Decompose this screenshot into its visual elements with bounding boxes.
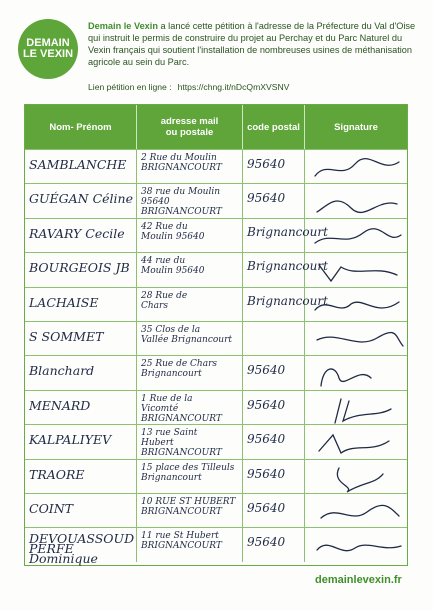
- cell-address: [137, 253, 243, 286]
- header-postal-code: code postal: [243, 105, 305, 149]
- intro-brand: Demain le Vexin: [88, 21, 158, 31]
- table-row: [25, 218, 407, 252]
- handwritten-signature: [311, 395, 405, 423]
- petition-link-line: [88, 82, 295, 92]
- cell-postal-code: [243, 460, 305, 493]
- signer-name: BOURGEOIS JB: [29, 260, 130, 276]
- cell-postal-code: [243, 253, 328, 286]
- cell-name: [25, 253, 137, 286]
- handwritten-signature: [311, 292, 405, 320]
- table-row: [25, 252, 407, 286]
- cell-address: [137, 460, 243, 493]
- table-row: [25, 149, 407, 183]
- cell-address: [137, 150, 243, 183]
- signer-postal-code: 95640: [247, 466, 286, 481]
- cell-name: [25, 528, 137, 567]
- cell-signature: [305, 391, 407, 424]
- table-row: [25, 390, 407, 424]
- cell-postal-code: [243, 391, 305, 424]
- cell-signature: [305, 184, 407, 217]
- signer-address: 25 Rue de Chars Brignancourt: [141, 359, 217, 380]
- cell-name: [25, 356, 137, 389]
- signer-address: 28 Rue de Chars: [141, 290, 188, 311]
- petition-intro: [88, 20, 418, 68]
- signer-name: TRAORE: [29, 466, 85, 482]
- demain-le-vexin-logo: [18, 19, 78, 79]
- signer-name: SAMBLANCHE: [29, 157, 127, 172]
- table-row: [25, 527, 407, 567]
- signer-postal-code: 95640: [247, 500, 286, 515]
- signer-postal-code: 95640: [247, 157, 286, 171]
- cell-postal-code: [243, 150, 305, 183]
- signer-name: Blanchard: [29, 363, 95, 379]
- signer-address: 2 Rue du Moulin BRIGNANCOURT: [141, 153, 222, 173]
- cell-name: [25, 322, 137, 355]
- footer-website[interactable]: demainlevexin.fr: [315, 574, 402, 586]
- cell-postal-code: [243, 494, 305, 527]
- intro-text: a lancé cette pétition à l'adresse de la Préfecture du Val d'Oise qui instruit le permis de construire du projet au Perchay et du Parc Naturel du Vexin français qui soutient l'installation de nombreuses usines de méthanisation agricole au sein du Parc.: [88, 21, 416, 67]
- signer-name: GUÉGAN Céline: [29, 191, 133, 207]
- cell-name: [25, 425, 137, 458]
- signer-address: 38 rue du Moulin 95640 BRIGNANCOURT: [141, 187, 222, 218]
- cell-signature: [305, 356, 407, 389]
- signer-postal-code: Brignancourt: [247, 224, 328, 239]
- cell-postal-code: [243, 356, 305, 389]
- cell-name: [25, 460, 137, 493]
- cell-name: [25, 391, 137, 424]
- handwritten-signature: [311, 223, 405, 251]
- cell-postal-code: [243, 425, 305, 458]
- cell-name: [25, 150, 137, 183]
- signer-postal-code: 95640: [247, 363, 286, 378]
- signer-name: KALPALIYEV: [29, 432, 112, 448]
- cell-name: [25, 494, 137, 527]
- handwritten-signature: [311, 154, 405, 182]
- signer-address: 15 place des Tilleuls Brignancourt: [141, 462, 235, 483]
- table-body: [25, 149, 407, 567]
- signer-postal-code: 95640: [247, 191, 286, 206]
- logo-line-2: LE VEXIN: [22, 48, 74, 60]
- petition-link-url[interactable]: https://chng.it/nDcQmXVSNV: [177, 82, 290, 92]
- cell-name: [25, 219, 137, 252]
- handwritten-signature: [311, 532, 405, 560]
- table-row: [25, 493, 407, 527]
- handwritten-signature: [311, 429, 405, 457]
- header-name: Nom- Prénom: [25, 105, 137, 149]
- signer-address: 13 rue Saint Hubert BRIGNANCOURT: [141, 428, 222, 459]
- cell-address: [137, 425, 243, 458]
- signer-address: 44 rue du Moulin 95640: [141, 256, 205, 277]
- header-address: adresse mail ou postale: [137, 105, 243, 149]
- cell-signature: [305, 528, 407, 561]
- table-row: [25, 183, 407, 217]
- cell-postal-code: [243, 528, 305, 561]
- signature-table: [24, 104, 408, 566]
- signer-postal-code: 95640: [247, 397, 286, 412]
- cell-name: [25, 184, 137, 217]
- cell-address: [137, 322, 243, 355]
- cell-signature: [305, 322, 407, 355]
- signer-address: 35 Clos de la Vallée Brignancourt: [141, 324, 232, 345]
- cell-signature: [305, 288, 407, 321]
- signer-name: DEVOUASSOUD PERFE Dominique: [29, 531, 135, 567]
- signer-name: LACHAISE: [29, 294, 99, 310]
- cell-postal-code: [243, 219, 328, 252]
- signer-address: 11 rue St Hubert BRIGNANCOURT: [141, 531, 222, 552]
- header-signature: Signature: [334, 121, 378, 133]
- cell-address: [137, 528, 243, 561]
- handwritten-signature: [311, 326, 405, 354]
- cell-address: [137, 494, 243, 527]
- table-row: [25, 355, 407, 389]
- handwritten-signature: [311, 257, 405, 285]
- cell-signature: [305, 150, 407, 183]
- handwritten-signature: [311, 360, 405, 388]
- signer-name: S SOMMET: [29, 328, 104, 344]
- signer-name: MENARD: [29, 397, 91, 413]
- table-row: [25, 459, 407, 493]
- cell-signature: [305, 460, 407, 493]
- handwritten-signature: [311, 464, 405, 492]
- cell-address: [137, 288, 243, 321]
- signer-address: 1 Rue de la Vicomté BRIGNANCOURT: [141, 393, 222, 424]
- handwritten-signature: [311, 188, 405, 216]
- cell-signature: [305, 494, 407, 527]
- signer-address: 10 RUE ST HUBERT BRIGNANCOURT: [141, 496, 236, 517]
- cell-signature: [305, 425, 407, 458]
- signer-postal-code: 95640: [247, 432, 286, 447]
- table-row: [25, 321, 407, 355]
- cell-address: [137, 356, 243, 389]
- logo-line-1: DEMAIN: [26, 37, 70, 49]
- cell-address: [137, 184, 243, 217]
- petition-link-label: Lien pétition en ligne :: [88, 82, 172, 92]
- cell-signature: [305, 253, 407, 286]
- signer-postal-code: Brignancourt: [247, 293, 328, 308]
- cell-address: [137, 219, 243, 252]
- table-row: [25, 424, 407, 458]
- table-row: [25, 287, 407, 321]
- cell-signature: [305, 219, 407, 252]
- signer-postal-code: 95640: [247, 535, 286, 550]
- cell-address: [137, 391, 243, 424]
- table-header: [25, 105, 407, 149]
- cell-postal-code: [243, 288, 328, 321]
- cell-name: [25, 288, 137, 321]
- signer-name: COINT: [29, 500, 74, 516]
- signer-address: 42 Rue du Moulin 95640: [141, 221, 205, 242]
- cell-postal-code: [243, 184, 305, 217]
- handwritten-signature: [311, 498, 405, 526]
- signer-postal-code: Brignancourt: [247, 259, 328, 274]
- cell-postal-code: [243, 322, 305, 355]
- signer-name: RAVARY Cecile: [29, 225, 125, 241]
